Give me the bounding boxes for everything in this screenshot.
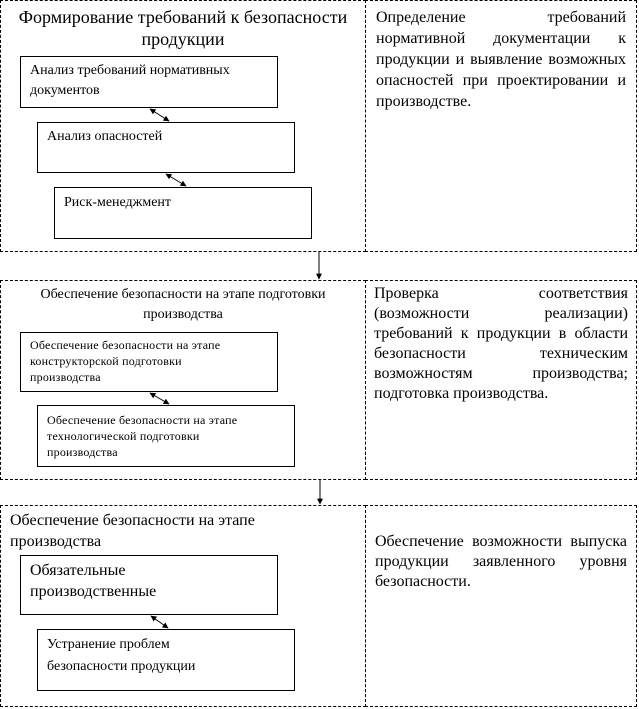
stage-2-step-1[interactable]: [20, 332, 278, 392]
stage-1-step-2[interactable]: [37, 122, 295, 173]
stage-2-description: Проверка соответствия (возможности реализации) требований к продукции в области безопасности техническим возможностям производства; подготовка производства.: [374, 285, 628, 402]
stage-1-title: Формирование требований к безопасности продукции: [18, 7, 348, 49]
stage-3-title: Обеспечение безопасности на этапе производства: [10, 512, 255, 550]
stage-2-step-2-label: Обеспечение безопасности на этапе технологической подготовки производства: [47, 413, 238, 459]
stage-3-step-2-label: Устранение проблем безопасности продукции: [47, 637, 196, 674]
stage-1-step-3[interactable]: [54, 187, 312, 239]
stage-1-step-1-label: Анализ требований нормативных документов: [30, 63, 230, 98]
stage-3-description: Обеспечение возможности выпуска продукции заявленного уровня безопасности.: [375, 533, 627, 590]
stage-2-step-2[interactable]: [37, 405, 295, 467]
stage-2-step-1-label: Обеспечение безопасности на этапе конструкторской подготовки производства: [30, 338, 221, 384]
stage-3-step-1-label: Обязательные производственные: [30, 562, 157, 600]
stage-1-description: Определение требований нормативной документации к продукции и выявление возможных опасностей при проектировании и производстве.: [376, 9, 626, 110]
stage-2-title: Обеспечение безопасности на этапе подготовки производства: [40, 287, 326, 322]
stage-3-step-2[interactable]: [37, 629, 295, 691]
stage-1-step-3-label: Риск-менеджмент: [64, 195, 172, 210]
stage-1-step-1[interactable]: [20, 56, 278, 108]
stage-3-step-1[interactable]: [20, 555, 278, 615]
stage-1-step-2-label: Анализ опасностей: [47, 129, 163, 144]
